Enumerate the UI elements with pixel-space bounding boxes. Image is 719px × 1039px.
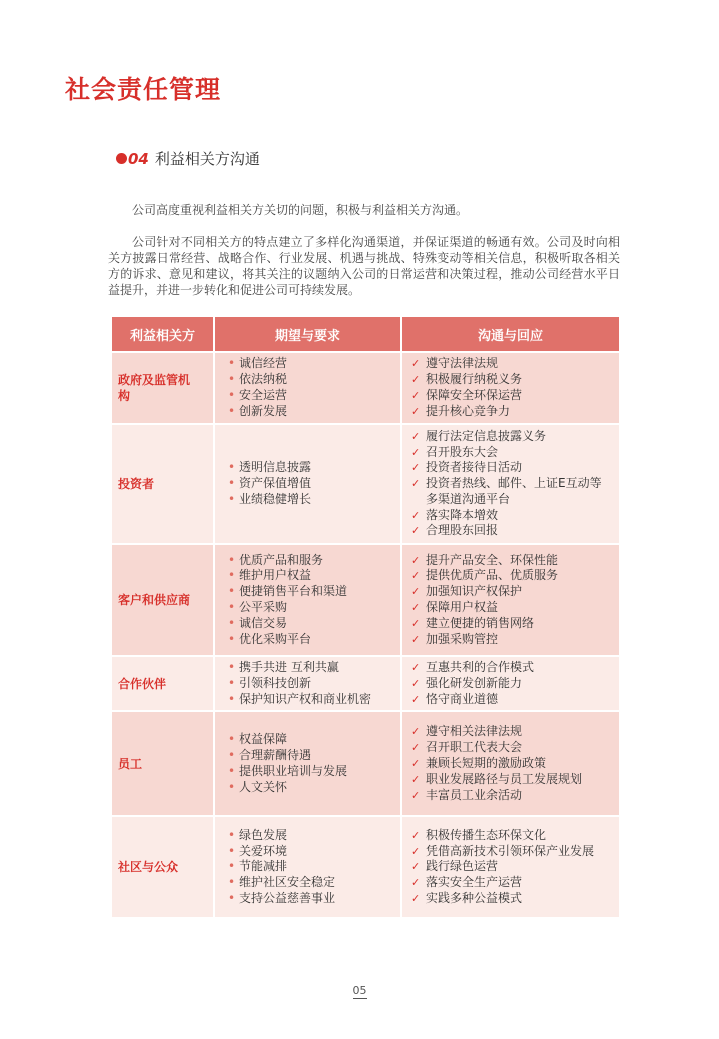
response-item: ✓ 加强采购管控 [408, 632, 613, 648]
response-item: ✓ 遵守法律法规 [408, 356, 613, 372]
response-item: ✓ 互惠共利的合作模式 [408, 660, 613, 676]
section-dot-icon [116, 153, 127, 164]
table-row [111, 656, 620, 711]
expectation-item: • 绿色发展 [221, 828, 394, 844]
expectation-item: • 便捷销售平台和渠道 [221, 584, 394, 600]
section-number-text: 04 [128, 149, 149, 168]
responses-cell [401, 544, 620, 656]
responses-cell [401, 711, 620, 816]
expectation-item: • 维护用户权益 [221, 568, 394, 584]
response-item: ✓ 强化研发创新能力 [408, 676, 613, 692]
stakeholder-name: 合作伙伴 [111, 656, 214, 711]
page-number [0, 984, 719, 999]
expectation-item: • 合理薪酬待遇 [221, 748, 394, 764]
expectation-item: • 安全运营 [221, 388, 394, 404]
section-title: 利益相关方沟通 [154, 150, 260, 168]
response-item: ✓ 实践多种公益模式 [408, 891, 613, 907]
response-item: ✓ 遵守相关法律法规 [408, 724, 613, 740]
expectations-list [221, 356, 394, 419]
stakeholder-name: 客户和供应商 [111, 544, 214, 656]
response-item: ✓ 召开股东大会 [408, 445, 613, 461]
table-row [111, 711, 620, 816]
response-item: ✓ 投资者热线、邮件、上证E互动等多渠道沟通平台 [408, 476, 613, 508]
response-item: ✓ 提升核心竞争力 [408, 404, 613, 420]
expectation-item: • 公平采购 [221, 600, 394, 616]
expectation-item: • 提供职业培训与发展 [221, 764, 394, 780]
expectations-list [221, 553, 394, 648]
expectation-item: • 资产保值增值 [221, 476, 394, 492]
responses-list [408, 356, 613, 419]
expectation-item: • 优化采购平台 [221, 632, 394, 648]
responses-list [408, 553, 613, 648]
expectation-item: • 人文关怀 [221, 780, 394, 796]
table-row [111, 816, 620, 918]
expectations-list [221, 660, 394, 707]
header-expectations: 期望与要求 [214, 316, 401, 352]
response-item: ✓ 召开职工代表大会 [408, 740, 613, 756]
response-item: ✓ 投资者接待日活动 [408, 460, 613, 476]
table-row [111, 544, 620, 656]
stakeholder-name: 社区与公众 [111, 816, 214, 918]
expectation-item: • 引领科技创新 [221, 676, 394, 692]
expectation-item: • 业绩稳健增长 [221, 492, 394, 508]
response-item: ✓ 提供优质产品、优质服务 [408, 568, 613, 584]
expectation-item: • 诚信交易 [221, 616, 394, 632]
responses-list [408, 724, 613, 803]
response-item: ✓ 合理股东回报 [408, 523, 613, 539]
response-item: ✓ 落实安全生产运营 [408, 875, 613, 891]
responses-list [408, 828, 613, 907]
expectation-item: • 节能减排 [221, 859, 394, 875]
response-item: ✓ 丰富员工业余活动 [408, 788, 613, 804]
expectations-cell [214, 544, 401, 656]
stakeholder-name: 员工 [111, 711, 214, 816]
response-item: ✓ 践行绿色运营 [408, 859, 613, 875]
response-item: ✓ 恪守商业道德 [408, 692, 613, 708]
responses-list [408, 429, 613, 540]
table-row [111, 424, 620, 544]
responses-cell [401, 352, 620, 424]
expectation-item: • 权益保障 [221, 732, 394, 748]
responses-list [408, 660, 613, 707]
stakeholder-name: 投资者 [111, 424, 214, 544]
stakeholder-name: 政府及监管机构 [111, 352, 214, 424]
response-item: ✓ 职业发展路径与员工发展规划 [408, 772, 613, 788]
stakeholder-table [110, 315, 621, 919]
expectation-item: • 优质产品和服务 [221, 553, 394, 569]
expectation-item: • 保护知识产权和商业机密 [221, 692, 394, 708]
responses-cell [401, 424, 620, 544]
intro-paragraph: 公司高度重视利益相关方关切的问题，积极与利益相关方沟通。 [132, 203, 469, 217]
expectations-list [221, 732, 394, 795]
header-stakeholder: 利益相关方 [111, 316, 214, 352]
response-item: ✓ 兼顾长短期的激励政策 [408, 756, 613, 772]
responses-cell [401, 816, 620, 918]
expectations-cell [214, 656, 401, 711]
table-row [111, 352, 620, 424]
expectations-cell [214, 352, 401, 424]
table-header-row [111, 316, 620, 352]
response-item: ✓ 保障安全环保运营 [408, 388, 613, 404]
expectations-list [221, 828, 394, 907]
response-item: ✓ 加强知识产权保护 [408, 584, 613, 600]
expectation-item: • 创新发展 [221, 404, 394, 420]
expectations-cell [214, 424, 401, 544]
section-number [116, 150, 149, 168]
expectation-item: • 关爱环境 [221, 844, 394, 860]
response-item: ✓ 建立便捷的销售网络 [408, 616, 613, 632]
expectation-item: • 依法纳税 [221, 372, 394, 388]
page-title: 社会责任管理 [65, 75, 222, 104]
expectation-item: • 诚信经营 [221, 356, 394, 372]
section-heading [116, 148, 260, 169]
response-item: ✓ 履行法定信息披露义务 [408, 429, 613, 445]
expectation-item: • 透明信息披露 [221, 460, 394, 476]
table-body [111, 352, 620, 918]
response-item: ✓ 落实降本增效 [408, 508, 613, 524]
page-number-text: 05 [352, 984, 367, 997]
responses-cell [401, 656, 620, 711]
response-item: ✓ 提升产品安全、环保性能 [408, 553, 613, 569]
response-item: ✓ 保障用户权益 [408, 600, 613, 616]
expectations-list [221, 460, 394, 507]
response-item: ✓ 积极履行纳税义务 [408, 372, 613, 388]
channels-paragraph: 公司针对不同相关方的特点建立了多样化沟通渠道，并保证渠道的畅通有效。公司及时向相关方披露日常经营、战略合作、行业发展、机遇与挑战、特殊变动等相关信息，积极听取各相关方的诉求、意见和建议，将其关注的议题纳入公司的日常运营和决策过程，推动公司经营水平日益提升，并进一步转化和促进公司可持续发展。 [108, 235, 620, 297]
header-responses: 沟通与回应 [401, 316, 620, 352]
expectations-cell [214, 711, 401, 816]
response-item: ✓ 积极传播生态环保文化 [408, 828, 613, 844]
response-item: ✓ 凭借高新技术引领环保产业发展 [408, 844, 613, 860]
expectations-cell [214, 816, 401, 918]
expectation-item: • 携手共进 互利共赢 [221, 660, 394, 676]
expectation-item: • 支持公益慈善事业 [221, 891, 394, 907]
expectation-item: • 维护社区安全稳定 [221, 875, 394, 891]
